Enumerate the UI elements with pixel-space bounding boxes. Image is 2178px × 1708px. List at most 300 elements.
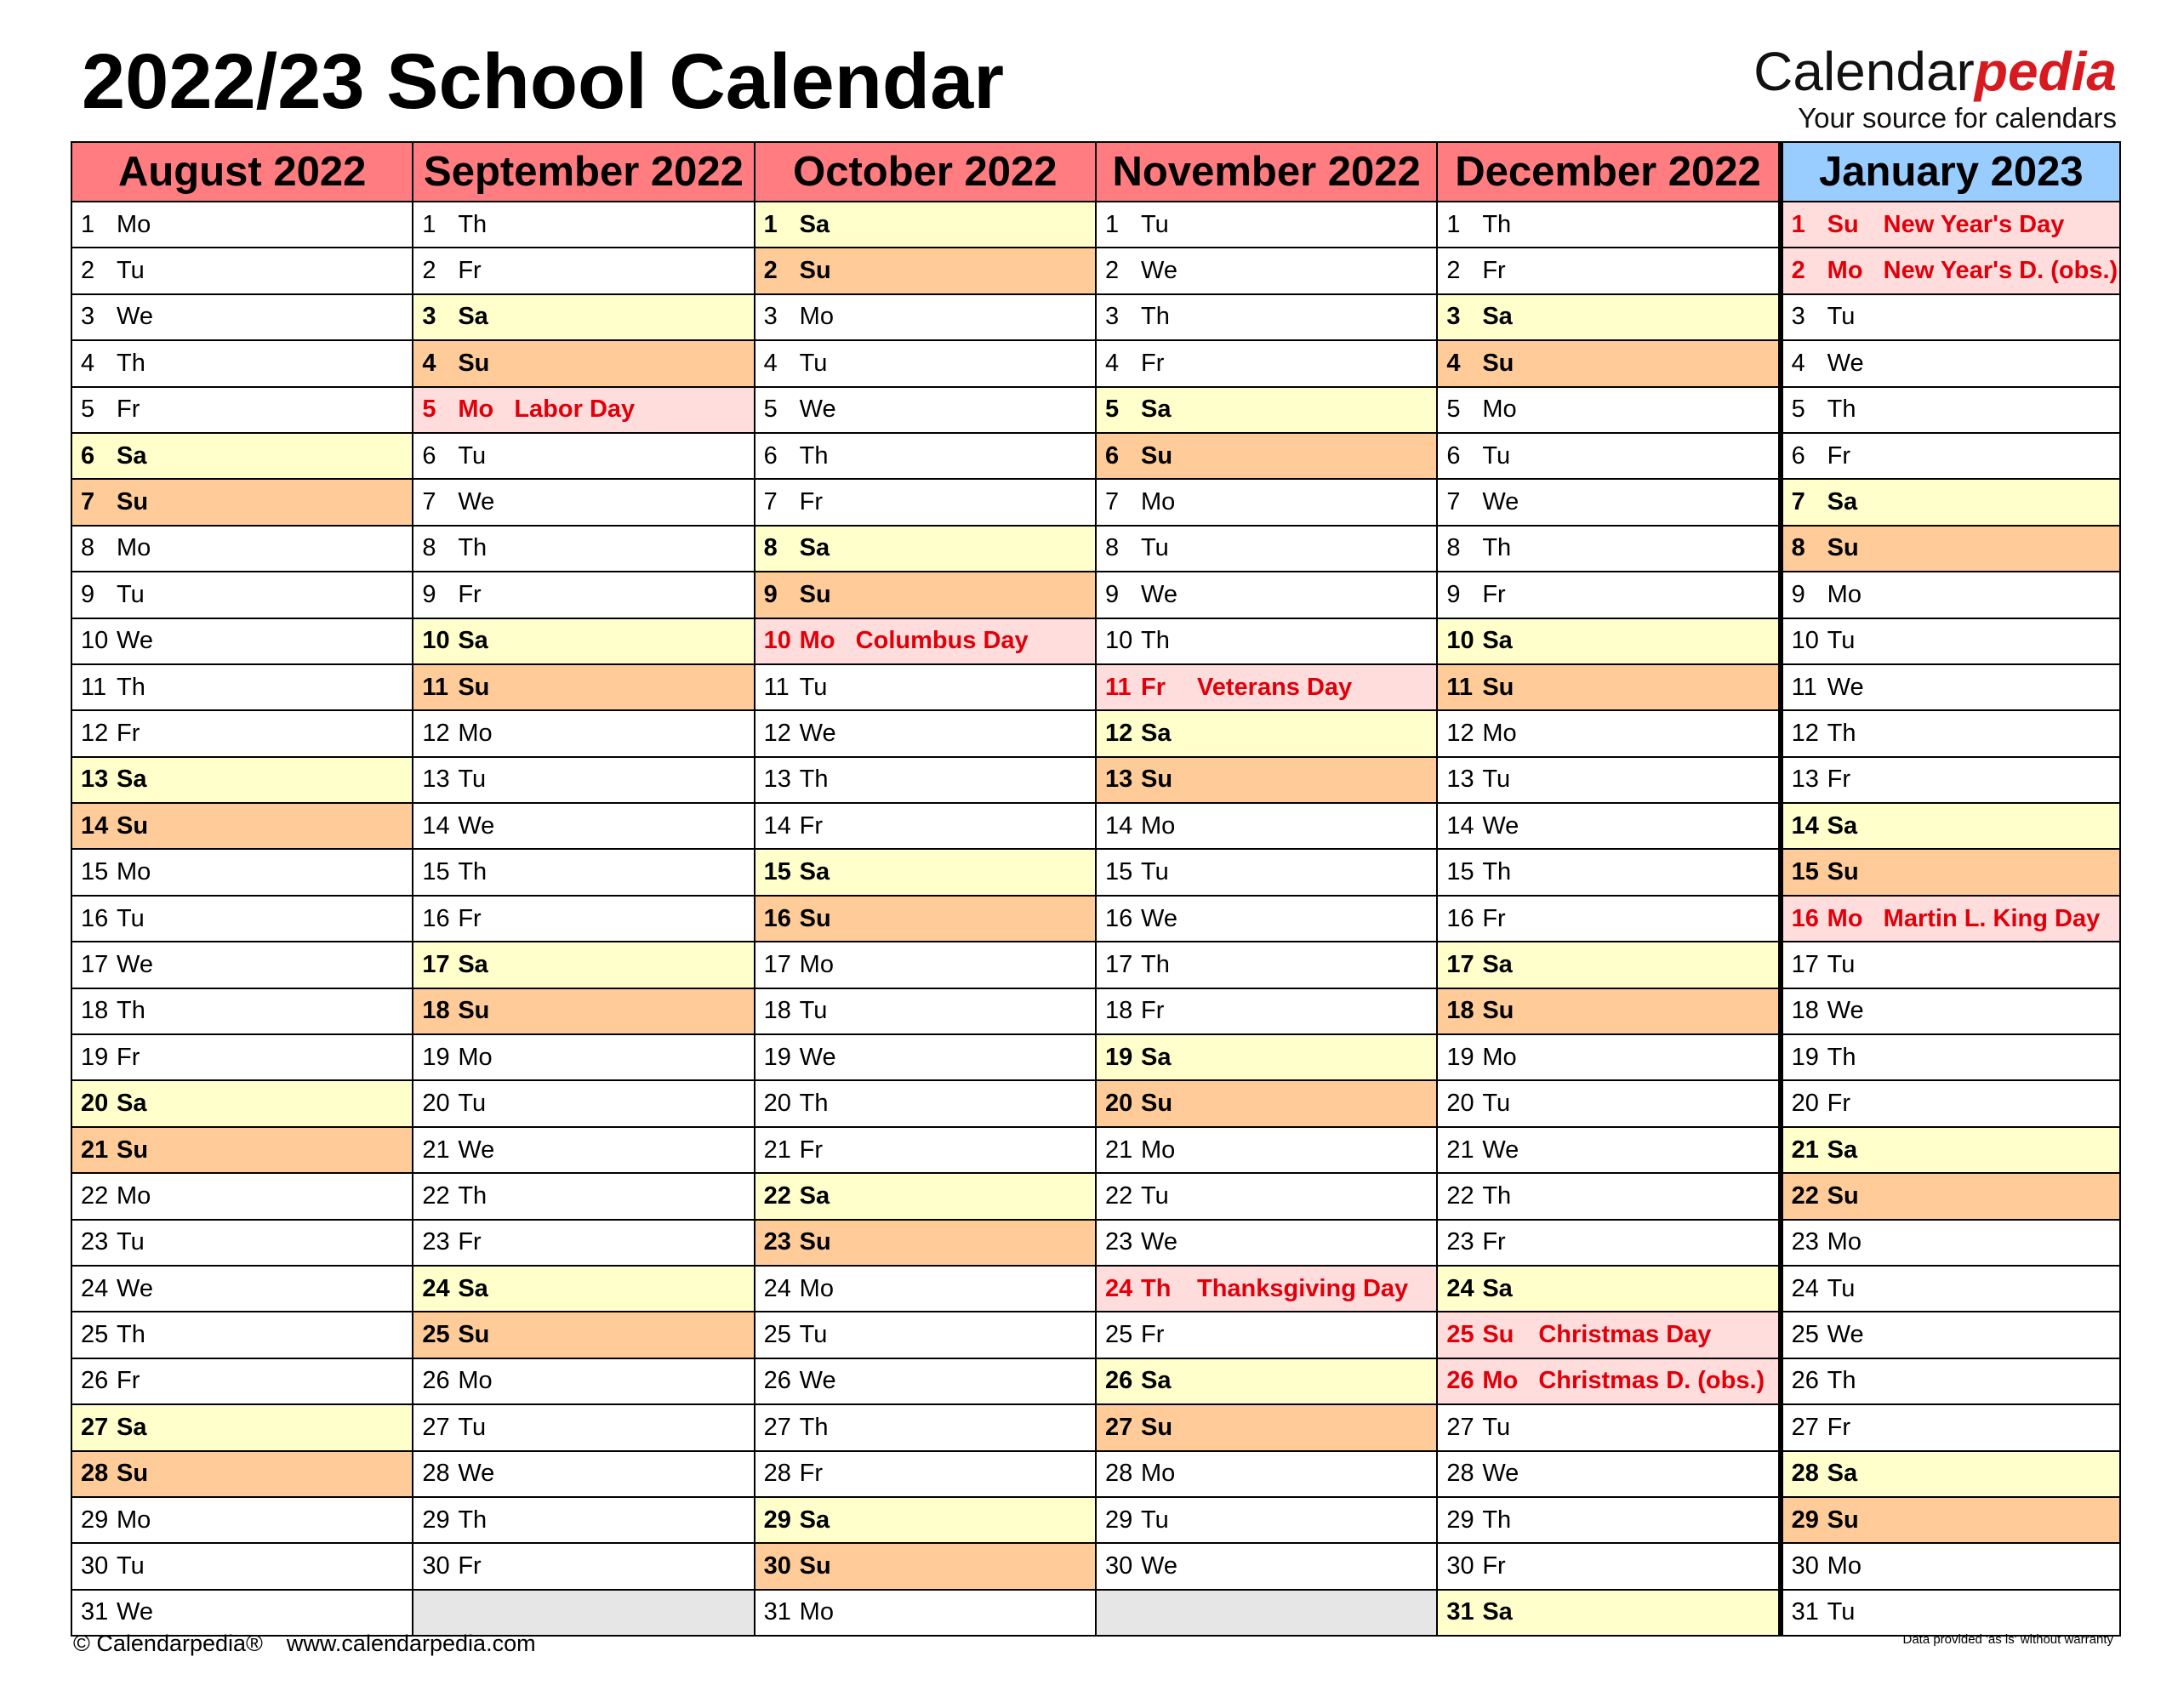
weekday-label: Tu: [1482, 441, 1511, 470]
weekday-label: We: [1482, 488, 1519, 516]
day-cell: [755, 341, 1097, 387]
weekday-label: We: [799, 719, 836, 747]
day-number: 28: [1105, 1460, 1133, 1488]
weekday-label: Th: [1482, 1506, 1512, 1534]
weekday-label: We: [117, 627, 153, 655]
day-number: 10: [81, 627, 109, 655]
day-number: 25: [422, 1321, 450, 1349]
weekday-label: Tu: [1141, 858, 1169, 886]
weekday-label: We: [1482, 811, 1519, 840]
day-number: 5: [1791, 396, 1805, 424]
day-cell: [755, 1174, 1097, 1220]
weekday-label: We: [799, 1367, 836, 1395]
weekday-label: Mo: [117, 1181, 151, 1210]
weekday-label: Sa: [799, 534, 830, 562]
day-cell: [413, 897, 755, 942]
weekday-label: Mo: [1827, 580, 1862, 608]
day-cell: [72, 434, 413, 480]
day-number: 7: [1446, 488, 1461, 516]
weekday-label: Sa: [458, 1274, 488, 1302]
day-number: 6: [1105, 441, 1120, 470]
day-cell: [72, 897, 413, 942]
day-cell: [413, 1312, 755, 1358]
weekday-label: Sa: [1141, 1367, 1172, 1395]
day-number: 6: [422, 441, 436, 470]
day-number: 13: [1105, 766, 1133, 794]
day-number: 18: [1105, 997, 1133, 1025]
day-number: 21: [763, 1136, 791, 1164]
day-cell: [1097, 1498, 1438, 1544]
day-cell: [1438, 850, 1779, 896]
weekday-label: Fr: [1827, 441, 1851, 470]
day-cell: [1780, 388, 2121, 434]
holiday-day-cell: [413, 388, 755, 434]
day-number: 22: [1105, 1181, 1133, 1210]
day-number: 27: [1791, 1413, 1819, 1441]
weekday-label: Fr: [799, 811, 824, 840]
day-number: 4: [1446, 349, 1461, 377]
day-number: 24: [1791, 1274, 1819, 1302]
day-number: 17: [81, 950, 109, 978]
day-cell: [1780, 619, 2121, 665]
day-cell: [1438, 1035, 1779, 1081]
day-number: 29: [1105, 1506, 1133, 1534]
weekday-label: Su: [117, 1136, 149, 1164]
weekday-label: Fr: [458, 1228, 482, 1256]
day-number: 26: [1446, 1367, 1474, 1395]
day-cell: [755, 1035, 1097, 1081]
day-number: 26: [81, 1367, 109, 1395]
day-cell: [1438, 942, 1779, 988]
day-number: 24: [1105, 1274, 1133, 1302]
day-number: 6: [1791, 441, 1805, 470]
weekday-label: Mo: [1141, 488, 1176, 516]
weekday-label: We: [1141, 1552, 1177, 1580]
day-cell: [1438, 388, 1779, 434]
brand-name-accent: pedia: [1974, 41, 2117, 102]
day-number: 6: [763, 441, 778, 470]
weekday-label: Mo: [458, 396, 494, 424]
weekday-label: Tu: [1827, 1598, 1856, 1626]
day-cell: [413, 619, 755, 665]
day-cell: [755, 1267, 1097, 1312]
day-number: 23: [1446, 1228, 1474, 1256]
day-cell: [1438, 619, 1779, 665]
day-number: 21: [1446, 1136, 1474, 1164]
day-number: 23: [422, 1228, 450, 1256]
day-number: 24: [763, 1274, 791, 1302]
day-number: 12: [1791, 719, 1819, 747]
day-cell: [1097, 341, 1438, 387]
weekday-label: Su: [117, 488, 149, 516]
weekday-label: Su: [117, 811, 149, 840]
weekday-label: Sa: [1827, 811, 1858, 840]
day-cell: [413, 1498, 755, 1544]
day-cell: [1097, 711, 1438, 757]
day-number: 24: [422, 1274, 450, 1302]
day-number: 1: [1446, 210, 1461, 238]
day-number: 22: [81, 1181, 109, 1210]
day-cell: [755, 527, 1097, 572]
weekday-label: Th: [1827, 1043, 1856, 1071]
day-number: 30: [763, 1552, 791, 1580]
weekday-label: Su: [458, 349, 490, 377]
weekday-label: Sa: [1827, 1460, 1858, 1488]
day-cell: [72, 1312, 413, 1358]
day-number: 12: [1446, 719, 1474, 747]
empty-day-cell: [1097, 1591, 1438, 1637]
day-number: 7: [1791, 488, 1805, 516]
day-cell: [755, 202, 1097, 248]
day-cell: [1438, 758, 1779, 804]
day-number: 13: [1446, 766, 1474, 794]
day-number: 23: [1791, 1228, 1819, 1256]
day-number: 9: [763, 580, 778, 608]
day-cell: [1438, 804, 1779, 850]
weekday-label: Mo: [1141, 1136, 1176, 1164]
day-cell: [755, 758, 1097, 804]
day-number: 4: [422, 349, 436, 377]
day-cell: [72, 1544, 413, 1590]
weekday-label: Sa: [1482, 1274, 1513, 1302]
day-cell: [1438, 1405, 1779, 1451]
weekday-label: Su: [1482, 349, 1514, 377]
day-cell: [1780, 804, 2121, 850]
day-number: 20: [1105, 1090, 1133, 1118]
day-number: 20: [81, 1090, 109, 1118]
weekday-label: Sa: [1482, 950, 1513, 978]
weekday-label: Th: [1482, 210, 1512, 238]
day-number: 23: [81, 1228, 109, 1256]
day-cell: [1780, 1498, 2121, 1544]
weekday-label: Sa: [117, 1413, 147, 1441]
weekday-label: Mo: [1141, 1460, 1176, 1488]
weekday-label: Th: [1141, 1274, 1172, 1302]
weekday-label: Su: [1141, 766, 1173, 794]
day-number: 22: [1791, 1181, 1819, 1210]
weekday-label: Th: [799, 1090, 829, 1118]
weekday-label: Fr: [1482, 1552, 1506, 1580]
weekday-label: Su: [458, 997, 490, 1025]
day-number: 12: [422, 719, 450, 747]
day-cell: [1780, 942, 2121, 988]
day-cell: [72, 202, 413, 248]
weekday-label: Fr: [458, 257, 482, 285]
day-cell: [1438, 1544, 1779, 1590]
day-number: 20: [763, 1090, 791, 1118]
day-cell: [413, 1174, 755, 1220]
month-header: January 2023: [1780, 143, 2121, 202]
day-number: 10: [1105, 627, 1133, 655]
day-number: 21: [1105, 1136, 1133, 1164]
day-number: 8: [1105, 534, 1120, 562]
day-cell: [755, 1312, 1097, 1358]
day-number: 11: [763, 673, 790, 701]
day-number: 29: [422, 1506, 450, 1534]
day-cell: [1780, 341, 2121, 387]
day-number: 15: [422, 858, 450, 886]
weekday-label: Th: [1827, 1367, 1856, 1395]
day-number: 16: [763, 904, 791, 932]
day-number: 3: [81, 303, 95, 331]
holiday-label: Christmas Day: [1538, 1321, 1712, 1349]
day-cell: [1097, 434, 1438, 480]
day-number: 8: [763, 534, 778, 562]
weekday-label: Sa: [1482, 303, 1513, 331]
day-number: 13: [1791, 766, 1819, 794]
weekday-label: Mo: [1482, 1367, 1519, 1395]
weekday-label: Th: [117, 349, 145, 377]
weekday-label: Tu: [1827, 627, 1856, 655]
holiday-day-cell: [1780, 897, 2121, 942]
day-number: 11: [81, 673, 107, 701]
weekday-label: Mo: [1482, 1043, 1517, 1071]
day-number: 22: [763, 1181, 791, 1210]
day-cell: [1780, 1221, 2121, 1267]
weekday-label: Th: [799, 1413, 829, 1441]
day-cell: [1780, 572, 2121, 618]
day-number: 5: [1105, 396, 1120, 424]
day-cell: [413, 202, 755, 248]
weekday-label: Sa: [799, 1181, 830, 1210]
day-cell: [413, 1544, 755, 1590]
day-cell: [1097, 850, 1438, 896]
day-number: 18: [1446, 997, 1474, 1025]
day-number: 9: [1791, 580, 1805, 608]
day-number: 28: [1791, 1460, 1819, 1488]
weekday-label: Su: [1482, 673, 1514, 701]
day-number: 28: [763, 1460, 791, 1488]
day-cell: [1780, 480, 2121, 526]
day-cell: [413, 850, 755, 896]
weekday-label: Fr: [1141, 1321, 1165, 1349]
weekday-label: Sa: [1141, 1043, 1172, 1071]
weekday-label: Th: [1827, 719, 1856, 747]
holiday-day-cell: [1780, 248, 2121, 294]
day-cell: [1438, 989, 1779, 1035]
weekday-label: Su: [799, 580, 831, 608]
weekday-label: Th: [458, 210, 487, 238]
weekday-label: Fr: [1141, 349, 1165, 377]
weekday-label: Th: [1141, 950, 1170, 978]
day-number: 19: [81, 1043, 109, 1071]
holiday-label: Labor Day: [514, 396, 636, 424]
day-number: 4: [1105, 349, 1120, 377]
day-cell: [413, 1452, 755, 1498]
weekday-label: Tu: [1482, 766, 1511, 794]
day-cell: [413, 1405, 755, 1451]
day-number: 3: [763, 303, 778, 331]
day-number: 9: [422, 580, 436, 608]
day-cell: [72, 1174, 413, 1220]
day-cell: [72, 295, 413, 341]
day-cell: [755, 989, 1097, 1035]
holiday-label: Veterans Day: [1197, 673, 1353, 701]
weekday-label: Mo: [458, 1367, 493, 1395]
month-header: September 2022: [413, 143, 755, 202]
weekday-label: Fr: [1482, 1228, 1506, 1256]
day-number: 30: [422, 1552, 450, 1580]
day-number: 2: [81, 257, 95, 285]
weekday-label: Su: [1827, 210, 1859, 238]
day-number: 15: [1105, 858, 1133, 886]
weekday-label: We: [117, 1598, 153, 1626]
weekday-label: Mo: [458, 719, 493, 747]
day-cell: [1438, 711, 1779, 757]
weekday-label: Mo: [1827, 1552, 1862, 1580]
weekday-label: Tu: [799, 349, 828, 377]
day-cell: [1438, 1591, 1779, 1637]
weekday-label: Su: [799, 257, 831, 285]
weekday-label: Mo: [799, 627, 835, 655]
day-cell: [1438, 480, 1779, 526]
footer-url[interactable]: www.calendarpedia.com: [286, 1631, 536, 1656]
day-number: 20: [1446, 1090, 1474, 1118]
weekday-label: Sa: [799, 858, 830, 886]
weekday-label: Mo: [1827, 257, 1863, 285]
day-number: 27: [81, 1413, 109, 1441]
day-cell: [72, 1452, 413, 1498]
day-number: 4: [763, 349, 778, 377]
day-number: 9: [1446, 580, 1461, 608]
day-number: 7: [763, 488, 778, 516]
weekday-label: We: [1827, 349, 1864, 377]
day-number: 5: [1446, 396, 1461, 424]
day-cell: [1097, 1221, 1438, 1267]
day-number: 17: [1446, 950, 1474, 978]
holiday-label: New Year's Day: [1883, 210, 2065, 238]
weekday-label: Fr: [1827, 1413, 1851, 1441]
holiday-day-cell: [1097, 665, 1438, 711]
day-number: 24: [1446, 1274, 1474, 1302]
day-number: 21: [1791, 1136, 1819, 1164]
day-number: 5: [763, 396, 778, 424]
day-cell: [1097, 1128, 1438, 1174]
day-cell: [1780, 1544, 2121, 1590]
day-number: 8: [1791, 534, 1805, 562]
holiday-day-cell: [755, 619, 1097, 665]
day-cell: [1438, 1174, 1779, 1220]
day-number: 16: [81, 904, 109, 932]
weekday-label: Tu: [458, 441, 487, 470]
day-cell: [1097, 1035, 1438, 1081]
day-number: 1: [422, 210, 436, 238]
weekday-label: We: [799, 396, 836, 424]
day-number: 11: [1791, 673, 1817, 701]
empty-day-cell: [413, 1591, 755, 1637]
day-number: 10: [763, 627, 791, 655]
day-number: 14: [1791, 811, 1819, 840]
day-cell: [1780, 850, 2121, 896]
day-cell: [413, 480, 755, 526]
day-cell: [413, 572, 755, 618]
day-cell: [1780, 758, 2121, 804]
day-number: 30: [81, 1552, 109, 1580]
day-cell: [72, 850, 413, 896]
day-number: 29: [1446, 1506, 1474, 1534]
weekday-label: Tu: [1141, 1506, 1169, 1534]
day-number: 2: [763, 257, 778, 285]
weekday-label: We: [458, 1460, 495, 1488]
day-cell: [755, 1359, 1097, 1405]
day-number: 26: [422, 1367, 450, 1395]
day-number: 29: [763, 1506, 791, 1534]
weekday-label: Tu: [1482, 1413, 1511, 1441]
day-cell: [755, 665, 1097, 711]
footer-disclaimer: Data provided 'as is' without warranty: [1902, 1632, 2113, 1647]
day-cell: [1438, 1128, 1779, 1174]
day-number: 16: [1446, 904, 1474, 932]
day-number: 10: [1446, 627, 1474, 655]
day-number: 15: [1446, 858, 1474, 886]
day-cell: [1438, 295, 1779, 341]
weekday-label: Tu: [799, 1321, 828, 1349]
day-cell: [755, 1452, 1097, 1498]
day-number: 28: [422, 1460, 450, 1488]
weekday-label: Mo: [799, 303, 834, 331]
day-cell: [72, 758, 413, 804]
weekday-label: Su: [1141, 1090, 1173, 1118]
weekday-label: Tu: [117, 580, 145, 608]
day-cell: [1438, 1081, 1779, 1127]
day-number: 6: [81, 441, 95, 470]
day-number: 28: [81, 1460, 109, 1488]
weekday-label: Su: [1827, 1506, 1859, 1534]
day-cell: [755, 572, 1097, 618]
weekday-label: Mo: [117, 858, 151, 886]
weekday-label: Fr: [117, 396, 140, 424]
holiday-day-cell: [1438, 1359, 1779, 1405]
day-number: 2: [422, 257, 436, 285]
day-cell: [755, 480, 1097, 526]
day-number: 11: [422, 673, 448, 701]
day-cell: [1097, 897, 1438, 942]
day-cell: [1438, 665, 1779, 711]
day-cell: [1780, 527, 2121, 572]
day-number: 20: [1791, 1090, 1819, 1118]
day-cell: [1438, 434, 1779, 480]
day-number: 9: [81, 580, 95, 608]
day-number: 30: [1791, 1552, 1819, 1580]
weekday-label: We: [458, 1136, 495, 1164]
weekday-label: Su: [1827, 534, 1859, 562]
day-cell: [72, 1035, 413, 1081]
day-number: 5: [422, 396, 436, 424]
month-header: December 2022: [1438, 143, 1779, 202]
weekday-label: Th: [458, 1506, 487, 1534]
weekday-label: Tu: [1141, 534, 1169, 562]
day-number: 12: [1105, 719, 1133, 747]
day-number: 24: [81, 1274, 109, 1302]
day-cell: [1780, 1174, 2121, 1220]
weekday-label: Fr: [1482, 580, 1506, 608]
day-number: 3: [1105, 303, 1120, 331]
day-number: 1: [81, 210, 95, 238]
day-number: 19: [1446, 1043, 1474, 1071]
weekday-label: We: [117, 303, 153, 331]
day-cell: [755, 1544, 1097, 1590]
weekday-label: Fr: [1141, 997, 1165, 1025]
day-number: 8: [1446, 534, 1461, 562]
day-number: 19: [1105, 1043, 1133, 1071]
weekday-label: Tu: [1827, 303, 1856, 331]
day-number: 17: [763, 950, 791, 978]
day-cell: [1438, 1221, 1779, 1267]
weekday-label: Th: [458, 534, 487, 562]
weekday-label: Sa: [458, 627, 488, 655]
day-cell: [413, 1267, 755, 1312]
weekday-label: Mo: [117, 1506, 151, 1534]
